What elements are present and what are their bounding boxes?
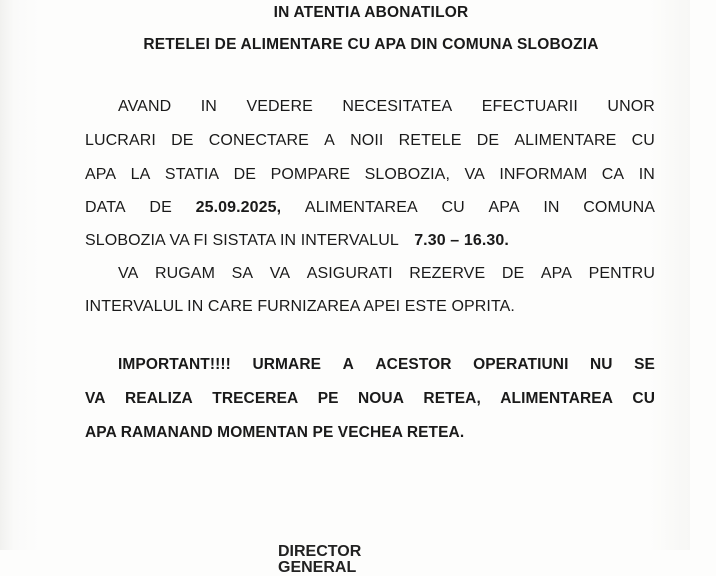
outage-interval-value: 7.30 – 16.30. <box>414 232 509 249</box>
word: LA <box>130 166 151 183</box>
notice-title: IN ATENTIA ABONATILOR <box>273 4 469 21</box>
word: EFECTUARII <box>481 98 578 115</box>
word: DE <box>171 132 194 149</box>
word: SE <box>634 356 655 373</box>
word: APA <box>85 166 117 183</box>
word: REZERVE <box>409 265 486 282</box>
word: ASIGURATI <box>306 265 393 282</box>
word: VEDERE <box>246 98 313 115</box>
paragraph1-line1 <box>118 98 655 116</box>
word: SA <box>231 265 254 282</box>
word: NOUA <box>357 390 405 407</box>
word: DE <box>233 166 257 183</box>
word: RETELE <box>398 132 462 149</box>
paragraph2-line2 <box>85 298 655 316</box>
important-line1 <box>118 356 655 374</box>
word: A <box>342 356 354 373</box>
word: COMUNA <box>583 199 655 216</box>
word: PE <box>317 390 339 407</box>
paragraph2-line1 <box>118 265 655 283</box>
word: TRECEREA <box>212 390 299 407</box>
word: RETEA, <box>423 390 481 407</box>
word: POMPARE <box>270 166 351 183</box>
word: DATA <box>85 199 126 216</box>
signature-heading-text: DIRECTOR GENERAL <box>278 543 362 576</box>
word: APA <box>540 265 572 282</box>
word: DE <box>501 265 525 282</box>
word: URMARE <box>252 356 322 373</box>
paragraph1-line3 <box>85 166 655 184</box>
word: IN <box>543 199 560 216</box>
word: CU <box>632 390 655 407</box>
text-run: APA RAMANAND MOMENTAN PE VECHEA RETEA. <box>85 424 465 441</box>
word: CONECTARE <box>208 132 309 149</box>
word: CA <box>601 166 625 183</box>
word: NECESITATEA <box>342 98 453 115</box>
word: ALIMENTARE <box>514 132 617 149</box>
important-line2 <box>85 390 655 408</box>
notice-subtitle: RETELEI DE ALIMENTARE CU APA DIN COMUNA SLOBOZIA <box>143 36 599 53</box>
word: INFORMAM <box>499 166 588 183</box>
paragraph1-line5 <box>85 232 655 250</box>
outage-date-value: 25.09.2025, <box>195 199 282 216</box>
word: LUCRARI <box>85 132 156 149</box>
word: IN <box>638 166 655 183</box>
important-line3 <box>85 424 655 442</box>
text-run: INTERVALUL IN CARE FURNIZAREA APEI ESTE OPRITA. <box>85 298 515 315</box>
word: DE <box>149 199 172 216</box>
word: VA <box>118 265 139 282</box>
word: ALIMENTAREA <box>500 390 614 407</box>
word: A <box>324 132 335 149</box>
word: APA <box>488 199 520 216</box>
word: VA <box>269 265 291 282</box>
word: UNOR <box>607 98 655 115</box>
text-run: SLOBOZIA VA FI SISTATA IN INTERVALUL <box>85 232 399 249</box>
word: IMPORTANT!!!! <box>118 356 231 373</box>
word: AVAND <box>118 98 172 115</box>
word: SLOBOZIA, <box>364 166 450 183</box>
word: CU <box>631 132 655 149</box>
word: REALIZA <box>124 390 193 407</box>
word: VA <box>85 390 106 407</box>
word: ACESTOR <box>375 356 452 373</box>
outage-interval <box>414 232 509 250</box>
outage-date <box>196 199 282 217</box>
word: CU <box>441 199 465 216</box>
word: NOII <box>350 132 384 149</box>
word: PENTRU <box>588 265 655 282</box>
word: IN <box>200 98 217 115</box>
word: NU <box>590 356 613 373</box>
word: ALIMENTAREA <box>304 199 418 216</box>
word: VA <box>464 166 485 183</box>
word: RUGAM <box>154 265 216 282</box>
word: DE <box>476 132 500 149</box>
word: OPERATIUNI <box>473 356 569 373</box>
word: STATIA <box>164 166 220 183</box>
paragraph1-line2 <box>85 132 655 150</box>
signature-heading <box>278 543 438 576</box>
paragraph1-line4 <box>85 199 655 217</box>
